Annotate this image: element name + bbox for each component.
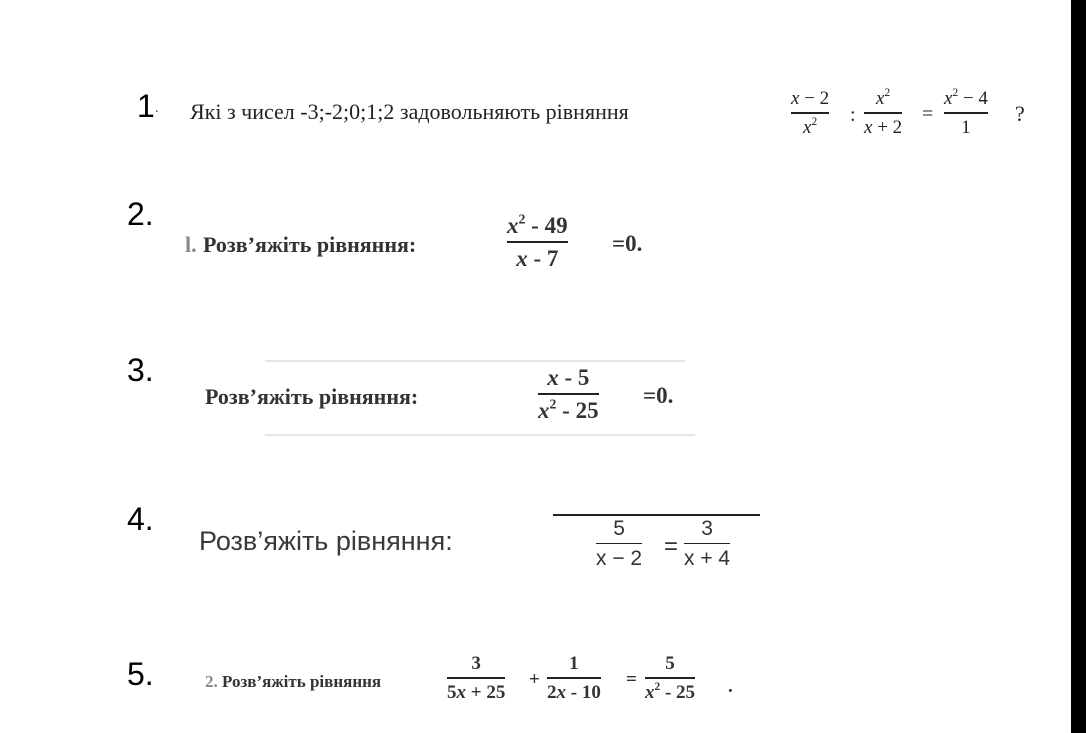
question-mark: ? — [1015, 101, 1025, 126]
fraction — [538, 366, 599, 422]
numerator: x − 2 — [791, 88, 830, 109]
denominator: x + 4 — [684, 547, 731, 570]
fraction — [684, 518, 730, 569]
fraction-bar — [538, 393, 599, 395]
denominator: $x^2$ — [803, 115, 818, 138]
scan-smudge — [265, 434, 695, 436]
scan-smudge — [265, 360, 685, 362]
problem-text: Які з чисел -3;-2;0;1;2 задовольняють рівняння — [190, 99, 629, 124]
equals-sign: = — [664, 533, 679, 560]
period: . — [728, 676, 733, 697]
fraction — [596, 518, 642, 569]
problem-number: 2. — [127, 196, 154, 232]
fraction-bar — [447, 677, 505, 679]
fraction-bar — [507, 241, 568, 243]
fraction — [645, 654, 695, 702]
denominator: x − 2 — [596, 547, 643, 570]
numerator: 1 — [569, 653, 579, 674]
fraction — [447, 654, 505, 702]
problem-text: Розв’яжіть рівняння: — [199, 526, 453, 556]
problem-number: 3. — [127, 352, 154, 388]
numerator: $x^2 - 49$ — [507, 211, 568, 238]
fraction-bar — [944, 112, 988, 114]
fraction — [507, 211, 568, 271]
numerator: $x^2 - 4$ — [944, 87, 988, 109]
numerator: 5 — [613, 517, 625, 540]
fraction-bar — [684, 543, 730, 544]
fraction — [944, 89, 988, 137]
problem-number: 1 — [137, 88, 155, 124]
equals-sign: = — [922, 103, 934, 125]
denominator: $x^2 - 25$ — [645, 680, 696, 703]
fraction — [547, 654, 601, 702]
fraction — [864, 89, 902, 137]
fraction-bar — [547, 677, 601, 679]
fraction-bar — [791, 112, 829, 114]
numerator: 3 — [701, 517, 713, 540]
problem-number: 4. — [127, 501, 154, 537]
equals-zero: =0. — [612, 231, 643, 256]
fraction — [791, 89, 829, 137]
problem-text: Розв’яжіть рівняння: — [205, 384, 419, 409]
denominator: 5x + 25 — [447, 681, 506, 703]
denominator: 2x - 10 — [547, 681, 601, 703]
numerator: 5 — [665, 653, 675, 674]
denominator: $x^2 - 25$ — [538, 395, 599, 423]
problem-marker: l. — [185, 232, 197, 257]
problem-text: Розв’яжіть рівняння: — [203, 232, 417, 257]
numerator: 3 — [471, 653, 481, 674]
fraction-bar — [645, 677, 695, 679]
problem-number: 5. — [127, 656, 154, 692]
equals-sign: = — [626, 669, 637, 690]
denominator: x - 7 — [516, 245, 559, 271]
numerator: x - 5 — [547, 365, 590, 390]
numerator: $x^2$ — [876, 87, 891, 109]
equals-zero: =0. — [643, 383, 674, 408]
plus-sign: + — [529, 669, 540, 690]
right-edge-bar — [1071, 0, 1086, 733]
problem-marker: . — [155, 101, 159, 116]
overline-rule — [553, 514, 760, 516]
fraction-bar — [596, 543, 642, 544]
denominator: x + 2 — [864, 116, 903, 138]
problem-text: Розв’яжіть рівняння — [222, 672, 382, 691]
division-sign: : — [850, 104, 856, 126]
denominator: 1 — [961, 116, 971, 138]
fraction-bar — [864, 112, 902, 114]
problem-marker: 2. — [205, 672, 218, 691]
